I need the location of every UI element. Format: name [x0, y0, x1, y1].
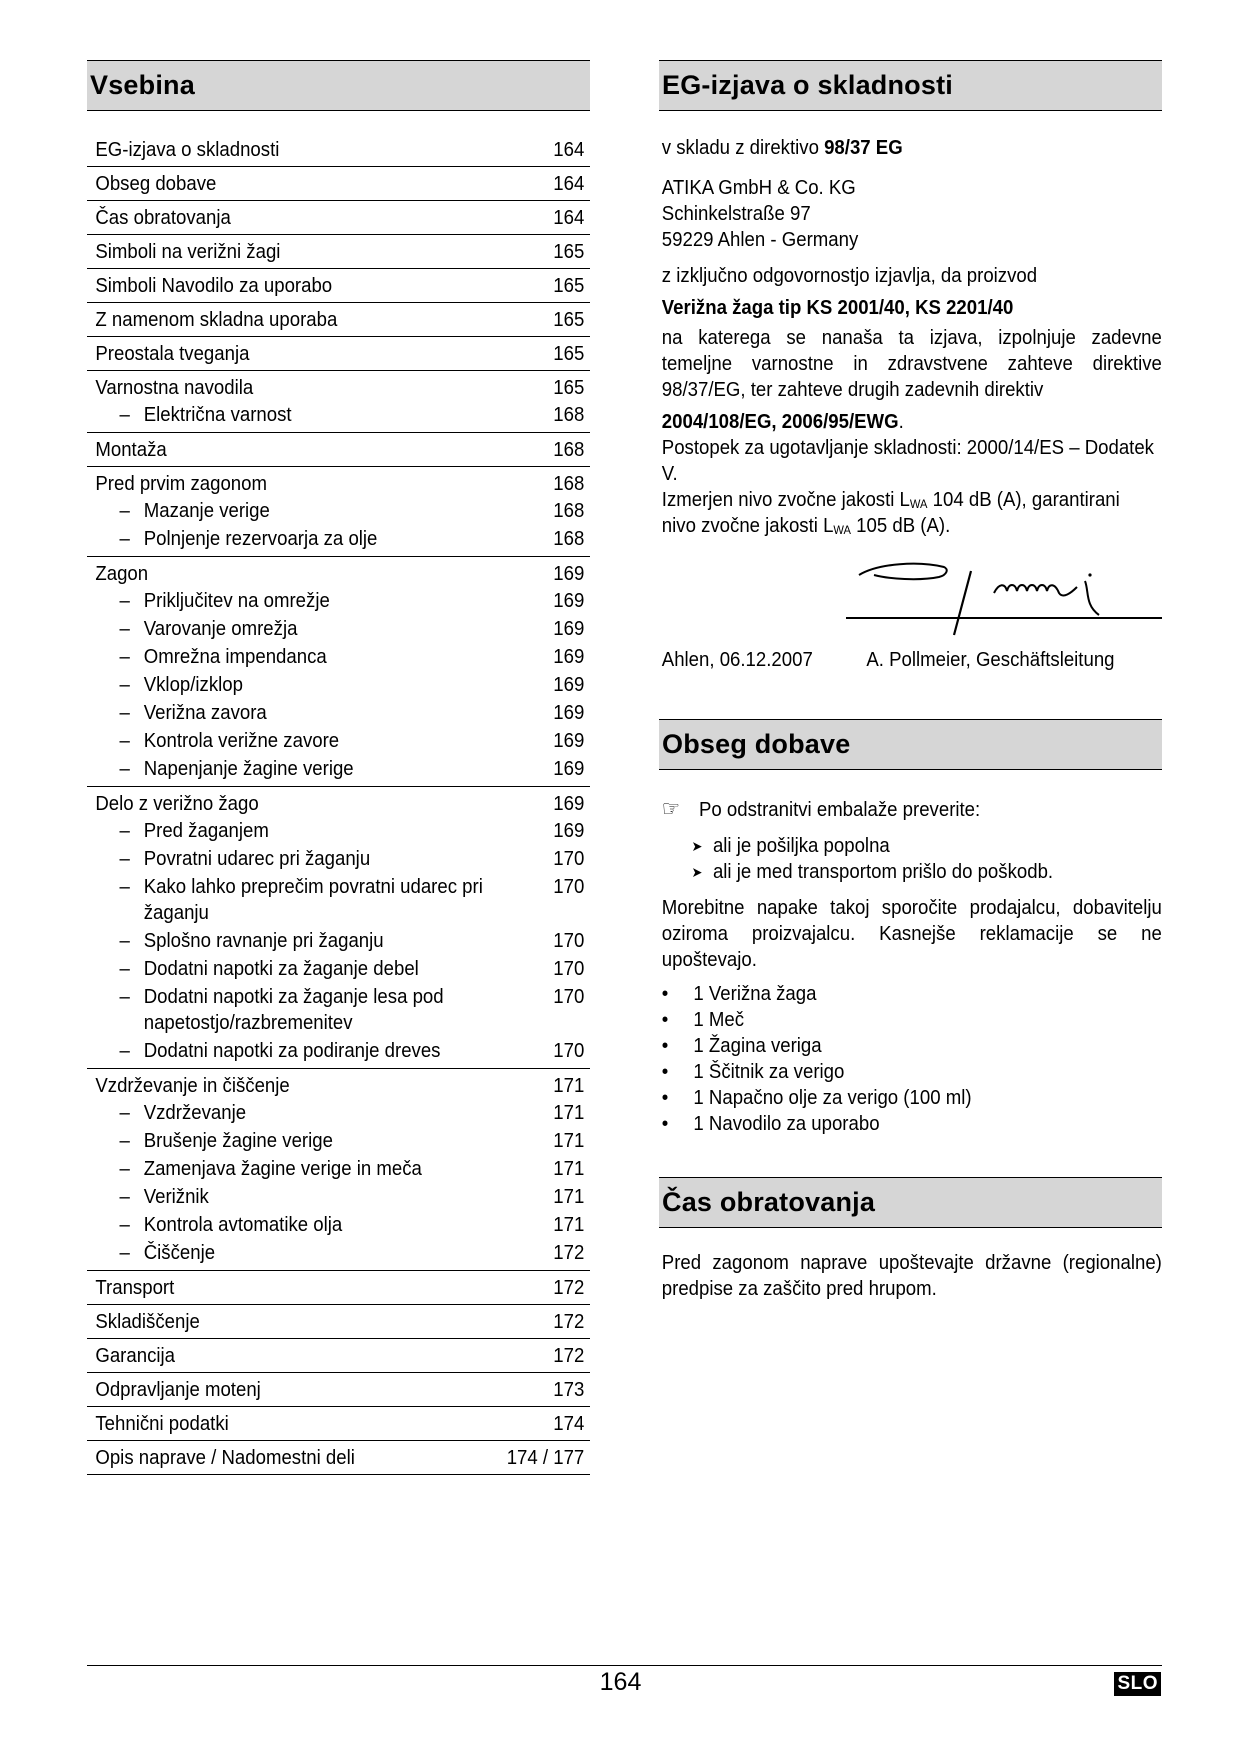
toc-subentry-page: 170: [553, 986, 585, 1008]
dash-icon: –: [119, 930, 130, 952]
toc-entry-label: Vzdrževanje in čiščenje: [95, 1075, 290, 1097]
toc-list: [87, 133, 590, 1475]
signature-caption: [659, 647, 1162, 673]
toc-group: [87, 269, 590, 303]
toc-entry-label: Garancija: [95, 1345, 175, 1367]
toc-subentry-page: 169: [553, 618, 585, 640]
toc-group: [87, 1069, 590, 1271]
toc-entry[interactable]: [87, 204, 590, 231]
dash-icon: –: [119, 1242, 130, 1264]
toc-entry-page: 173: [553, 1379, 585, 1401]
dash-icon: –: [119, 500, 130, 522]
toc-entry-label: Montaža: [95, 439, 167, 461]
toc-subentry-page: 169: [553, 590, 585, 612]
toc-subentry-label: Pred žaganjem: [143, 820, 269, 842]
toc-subentry-page: 171: [553, 1214, 585, 1236]
toc-entry[interactable]: [87, 1342, 590, 1369]
toc-subentry-page: 171: [553, 1158, 585, 1180]
noise-measured-sub: WA: [909, 497, 928, 511]
toc-subentry[interactable]: [87, 497, 590, 525]
dash-icon: –: [119, 730, 130, 752]
dash-icon: –: [119, 758, 130, 780]
dash-icon: –: [119, 820, 130, 842]
toc-entry-page: 171: [553, 1075, 585, 1097]
toc-entry-label: Preostala tveganja: [95, 343, 250, 365]
signature-area: [659, 549, 1162, 647]
toc-entry[interactable]: [87, 374, 590, 401]
delivery-item-text: 1 Napačno olje za verigo (100 ml): [693, 1087, 972, 1109]
delivery-item: [659, 1111, 1162, 1137]
toc-subentry-label: Vklop/izklop: [143, 674, 243, 696]
toc-entry-label: Transport: [95, 1277, 175, 1299]
delivery-item-text: 1 Verižna žaga: [693, 983, 817, 1005]
toc-group: [87, 1271, 590, 1305]
toc-group: [87, 201, 590, 235]
toc-subentry[interactable]: [87, 615, 590, 643]
toc-column: [87, 60, 590, 1475]
toc-group: [87, 133, 590, 167]
toc-subentry-label: Verižna zavora: [143, 702, 267, 724]
toc-subentry-label: Varovanje omrežja: [143, 618, 298, 640]
toc-entry-page: 169: [553, 793, 585, 815]
other-directives: 2004/108/EG, 2006/95/EWG: [661, 411, 899, 433]
dash-icon: –: [119, 986, 130, 1008]
toc-entry[interactable]: [87, 470, 590, 497]
toc-group: [87, 167, 590, 201]
toc-subentry-label: Brušenje žagine verige: [143, 1130, 333, 1152]
dash-icon: –: [119, 646, 130, 668]
toc-entry-page: 165: [553, 241, 585, 263]
toc-subentry-page: 171: [553, 1186, 585, 1208]
toc-subentry-page: 170: [553, 958, 585, 980]
bullet-icon: •: [661, 1009, 669, 1031]
directive-prefix: v skladu z direktivo: [661, 137, 825, 159]
toc-entry-label: Varnostna navodila: [95, 377, 254, 399]
toc-entry-label: Simboli Navodilo za uporabo: [95, 275, 333, 297]
toc-subentry[interactable]: [87, 1239, 590, 1267]
toc-group: [87, 371, 590, 433]
toc-subentry-page: 172: [553, 1242, 585, 1264]
toc-subentry-label: Kontrola avtomatike olja: [143, 1214, 343, 1236]
toc-subentry[interactable]: [87, 817, 590, 845]
toc-subentry-label: Kontrola verižne zavore: [143, 730, 340, 752]
toc-entry[interactable]: [87, 1410, 590, 1437]
toc-subentry-label: Kako lahko preprečim povratni udarec pri žaganju: [143, 876, 483, 924]
bullet-icon: •: [661, 983, 669, 1005]
toc-subentry-page: 171: [553, 1102, 585, 1124]
toc-entry[interactable]: [87, 1274, 590, 1301]
dash-icon: –: [119, 1040, 130, 1062]
bullet-icon: •: [661, 1113, 669, 1135]
toc-group: [87, 235, 590, 269]
toc-subentry-label: Čiščenje: [143, 1242, 216, 1264]
toc-group: [87, 303, 590, 337]
bullet-icon: •: [661, 1061, 669, 1083]
delivery-item-text: 1 Navodilo za uporabo: [693, 1113, 880, 1135]
toc-subentry-page: 170: [553, 1040, 585, 1062]
toc-subentry-label: Verižnik: [143, 1186, 209, 1208]
declaration-body: [659, 135, 1162, 539]
toc-subentry[interactable]: [87, 983, 590, 1037]
noise-level: [659, 487, 1162, 539]
toc-subentry-label: Vzdrževanje: [143, 1102, 247, 1124]
toc-subentry[interactable]: [87, 671, 590, 699]
toc-subentry[interactable]: [87, 955, 590, 983]
toc-entry-page: 169: [553, 563, 585, 585]
delivery-item-text: 1 Ščitnik za verigo: [693, 1061, 845, 1083]
declaration-heading: EG-izjava o skladnosti: [659, 60, 1162, 111]
toc-subentry-page: 169: [553, 758, 585, 780]
toc-entry-page: 174: [553, 1413, 585, 1435]
toc-group: [87, 467, 590, 557]
toc-subentry-page: 170: [553, 876, 585, 898]
dash-icon: –: [119, 1102, 130, 1124]
toc-subentry-page: 171: [553, 1130, 585, 1152]
toc-entry[interactable]: [87, 436, 590, 463]
signatory: A. Pollmeier, Geschäftsleitung: [866, 649, 1115, 671]
toc-entry[interactable]: [87, 272, 590, 299]
toc-subentry-page: 168: [553, 404, 585, 426]
delivery-body: [659, 796, 1162, 1137]
toc-subentry[interactable]: [87, 699, 590, 727]
toc-subentry-label: Omrežna impendanca: [143, 646, 327, 668]
toc-entry-page: 164: [553, 207, 585, 229]
toc-subentry[interactable]: [87, 1183, 590, 1211]
arrow-bullet-icon: ➤: [691, 838, 703, 854]
toc-subentry[interactable]: [87, 587, 590, 615]
toc-entry-page: 164: [553, 173, 585, 195]
toc-subentry[interactable]: [87, 845, 590, 873]
dash-icon: –: [119, 848, 130, 870]
toc-entry-page: 168: [553, 473, 585, 495]
toc-entry[interactable]: [87, 170, 590, 197]
dash-icon: –: [119, 958, 130, 980]
delivery-item-text: 1 Žagina veriga: [693, 1035, 822, 1057]
toc-entry-label: Zagon: [95, 563, 149, 585]
toc-subentry[interactable]: [87, 525, 590, 553]
toc-subentry-label: Priključitev na omrežje: [143, 590, 330, 612]
toc-group: [87, 1339, 590, 1373]
toc-subentry[interactable]: [87, 1037, 590, 1065]
toc-group: [87, 1373, 590, 1407]
noise-guaranteed-prefix: nivo zvočne jakosti L: [661, 515, 834, 537]
toc-subentry-page: 170: [553, 930, 585, 952]
toc-subentry-page: 170: [553, 848, 585, 870]
arrow-bullet-icon: ➤: [691, 864, 703, 880]
toc-entry-page: 168: [553, 439, 585, 461]
delivery-items: [659, 981, 1162, 1137]
toc-entry-label: Tehnični podatki: [95, 1413, 229, 1435]
delivery-item: [659, 1059, 1162, 1085]
place-date: Ahlen, 06.12.2007: [661, 649, 813, 671]
toc-entry-page: 165: [553, 275, 585, 297]
toc-entry-label: Čas obratovanja: [95, 207, 231, 229]
toc-entry-label: Pred prvim zagonom: [95, 473, 267, 495]
check-item: [659, 833, 1162, 859]
toc-entry-page: 174 / 177: [506, 1447, 585, 1469]
bullet-icon: •: [661, 1035, 669, 1057]
toc-entry[interactable]: [87, 306, 590, 333]
dash-icon: –: [119, 1130, 130, 1152]
toc-entry-label: Opis naprave / Nadomestni deli: [95, 1447, 355, 1469]
declaration-statement: z izključno odgovornostjo izjavlja, da proizvod: [661, 265, 1038, 287]
toc-subentry[interactable]: [87, 643, 590, 671]
operating-time-text: Pred zagonom naprave upoštevajte državne (regionalne) predpise za zaščito pred hrupom.: [661, 1252, 1162, 1300]
dash-icon: –: [119, 618, 130, 640]
toc-entry-page: 164: [553, 139, 585, 161]
toc-group: [87, 433, 590, 467]
toc-entry[interactable]: [87, 136, 590, 163]
toc-subentry-page: 168: [553, 500, 585, 522]
dash-icon: –: [119, 876, 130, 898]
delivery-item: [659, 1085, 1162, 1111]
check-item-text: ali je pošiljka popolna: [712, 835, 890, 857]
toc-group: [87, 337, 590, 371]
toc-subentry[interactable]: [87, 1099, 590, 1127]
toc-entry[interactable]: [87, 790, 590, 817]
company-city: 59229 Ahlen - Germany: [661, 229, 859, 251]
company-address: [659, 175, 1162, 253]
toc-group: [87, 787, 590, 1069]
delivery-item-text: 1 Meč: [693, 1009, 745, 1031]
toc-subentry-page: 169: [553, 646, 585, 668]
dash-icon: –: [119, 702, 130, 724]
pointing-hand-icon: ☞: [661, 796, 681, 821]
toc-subentry-label: Povratni udarec pri žaganju: [143, 848, 371, 870]
toc-subentry-label: Električna varnost: [143, 404, 292, 426]
toc-subentry-page: 168: [553, 528, 585, 550]
delivery-notice: Morebitne napake takoj sporočite prodajalcu, dobavitelju oziroma proizvajalcu. Kasnejše reklamacije se ne upoštevajo.: [661, 897, 1162, 971]
toc-subentry-page: 169: [553, 702, 585, 724]
check-item-text: ali je med transportom prišlo do poškodb.: [712, 861, 1054, 883]
toc-subentry-page: 169: [553, 674, 585, 696]
toc-group: [87, 557, 590, 787]
delivery-heading: Obseg dobave: [659, 719, 1162, 770]
toc-entry-page: 172: [553, 1345, 585, 1367]
toc-subentry-label: Dodatni napotki za žaganje lesa pod napetostjo/razbremenitev: [143, 986, 444, 1034]
toc-subentry[interactable]: [87, 401, 590, 429]
noise-measured-prefix: Izmerjen nivo zvočne jakosti L: [661, 489, 910, 511]
toc-subentry-label: Zamenjava žagine verige in meča: [143, 1158, 422, 1180]
toc-entry-page: 172: [553, 1277, 585, 1299]
toc-subentry[interactable]: [87, 1127, 590, 1155]
toc-entry[interactable]: [87, 1308, 590, 1335]
toc-entry-page: 165: [553, 309, 585, 331]
company-name: ATIKA GmbH & Co. KG: [661, 177, 856, 199]
language-badge: SLO: [1114, 1672, 1161, 1696]
bullet-icon: •: [661, 1087, 669, 1109]
delivery-checks: [659, 833, 1162, 885]
toc-group: [87, 1305, 590, 1339]
toc-entry[interactable]: [87, 238, 590, 265]
dash-icon: –: [119, 1186, 130, 1208]
toc-entry-label: Skladiščenje: [95, 1311, 200, 1333]
toc-subentry[interactable]: [87, 727, 590, 755]
delivery-hint: [659, 796, 1162, 823]
toc-entry[interactable]: [87, 1444, 590, 1471]
toc-entry-label: EG-izjava o skladnosti: [95, 139, 280, 161]
toc-entry-label: Simboli na verižni žagi: [95, 241, 281, 263]
toc-entry-page: 165: [553, 377, 585, 399]
toc-subentry[interactable]: [87, 873, 590, 927]
toc-subentry[interactable]: [87, 755, 590, 783]
toc-entry-label: Delo z verižno žago: [95, 793, 259, 815]
noise-guaranteed-sub: WA: [833, 523, 851, 537]
toc-subentry-label: Dodatni napotki za žaganje debel: [143, 958, 419, 980]
toc-subentry[interactable]: [87, 927, 590, 955]
other-directives-suffix: .: [898, 411, 904, 433]
dash-icon: –: [119, 674, 130, 696]
toc-group: [87, 1441, 590, 1475]
toc-subentry[interactable]: [87, 1155, 590, 1183]
footer-rule: [87, 1665, 1162, 1666]
dash-icon: –: [119, 404, 130, 426]
toc-subentry-page: 169: [553, 730, 585, 752]
toc-subentry-label: Mazanje verige: [143, 500, 270, 522]
signature-line: [846, 617, 1162, 619]
toc-subentry-label: Napenjanje žagine verige: [143, 758, 354, 780]
conformity-procedure: Postopek za ugotavljanje skladnosti: 2000/14/ES – Dodatek V.: [661, 437, 1154, 485]
dash-icon: –: [119, 528, 130, 550]
company-street: Schinkelstraße 97: [661, 203, 811, 225]
dash-icon: –: [119, 1214, 130, 1236]
directive-number: 98/37 EG: [824, 137, 903, 159]
toc-subentry[interactable]: [87, 1211, 590, 1239]
toc-entry[interactable]: [87, 1072, 590, 1099]
directive-line: [659, 135, 1162, 161]
dash-icon: –: [119, 1158, 130, 1180]
delivery-item: [659, 1033, 1162, 1059]
noise-guaranteed-value: 105 dB (A).: [850, 515, 951, 537]
product-name: Verižna žaga tip KS 2001/40, KS 2201/40: [661, 297, 1014, 319]
dash-icon: –: [119, 590, 130, 612]
delivery-item: [659, 981, 1162, 1007]
toc-entry[interactable]: [87, 560, 590, 587]
toc-group: [87, 1407, 590, 1441]
delivery-item: [659, 1007, 1162, 1033]
toc-entry-label: Obseg dobave: [95, 173, 217, 195]
toc-subentry-label: Polnjenje rezervoarja za olje: [143, 528, 378, 550]
right-column: [659, 60, 1162, 1302]
signature-icon: [849, 553, 1159, 643]
toc-entry-page: 165: [553, 343, 585, 365]
check-item: [659, 859, 1162, 885]
toc-entry-page: 172: [553, 1311, 585, 1333]
delivery-hint-text: Po odstranitvi embalaže preverite:: [698, 799, 981, 821]
compliance-text: na katerega se nanaša ta izjava, izpolnjuje zadevne temeljne varnostne in zdravstvene zahteve direktive 98/37/EG, ter zahteve drugih zadevnih direktiv: [661, 327, 1162, 401]
noise-measured-value: 104 dB (A), garantirani: [927, 489, 1120, 511]
operating-time-heading: Čas obratovanja: [659, 1177, 1162, 1228]
toc-subentry-label: Splošno ravnanje pri žaganju: [143, 930, 384, 952]
toc-entry-label: Z namenom skladna uporaba: [95, 309, 338, 331]
operating-time-body: [659, 1250, 1162, 1302]
toc-entry[interactable]: [87, 1376, 590, 1403]
toc-subentry-label: Dodatni napotki za podiranje dreves: [143, 1040, 441, 1062]
toc-entry-label: Odpravljanje motenj: [95, 1379, 261, 1401]
toc-subentry-page: 169: [553, 820, 585, 842]
page-number: 164: [599, 1668, 642, 1696]
toc-heading: Vsebina: [87, 60, 590, 111]
other-directives-line: [659, 409, 1162, 435]
toc-entry[interactable]: [87, 340, 590, 367]
